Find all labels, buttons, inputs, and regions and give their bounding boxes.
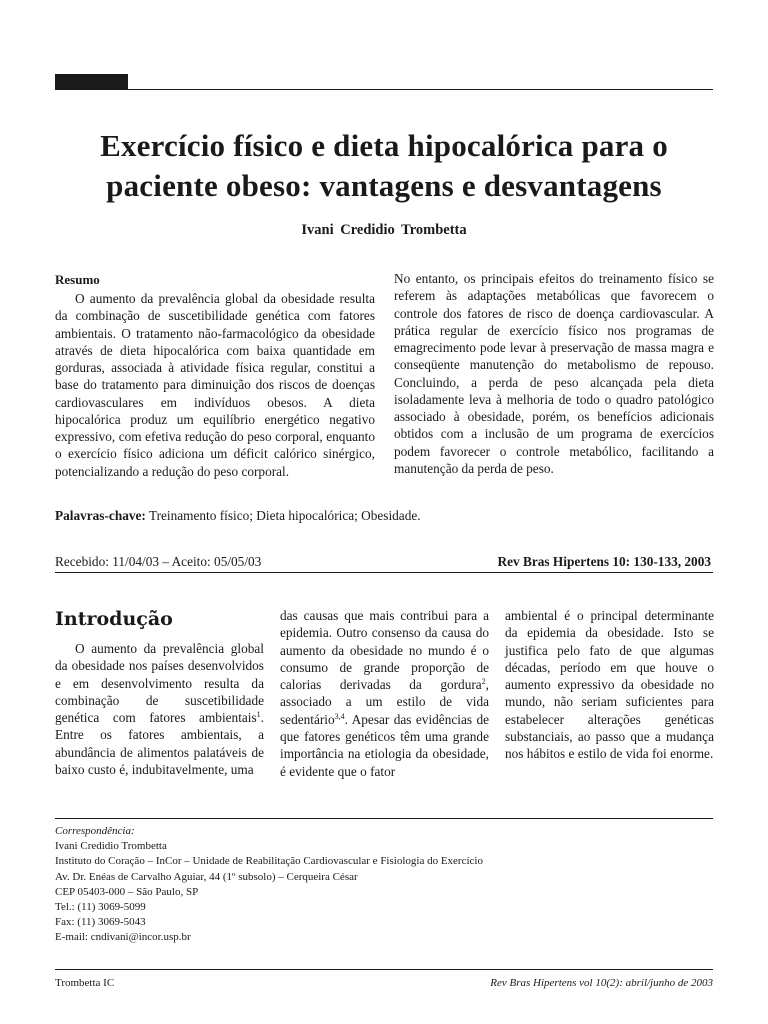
intro-paragraph [280,607,489,780]
correspondence-fax: Fax: (11) 3069-5043 [55,916,146,929]
abstract-right-column [394,270,714,477]
correspondence-institution: Instituto do Coração – InCor – Unidade de Reabilitação Cardiovascular e Fisiologia do Exercício [55,855,483,868]
abstract-left-column [55,290,375,480]
intro-column-2 [280,607,489,780]
abstract-heading: Resumo [55,272,100,287]
intro-text: . Entre os fatores ambientais, a abundância de alimentos palatáveis de baixo custo é, indubitavelmente, uma [55,710,264,778]
footer-journal: Rev Bras Hipertens vol 10(2): abril/junho de 2003 [490,977,713,989]
introduction-heading: Introdução [55,608,173,630]
intro-text: , associado a um estilo de vida sedentário [280,677,489,727]
footer-author: Trombetta IC [55,977,115,989]
abstract-paragraph-1: O aumento da prevalência global da obesidade resulta da combinação de suscetibilidade genética com fatores ambientais. O tratamento não-farmacológico da obesidade através de dieta hipocalórica com baixa quantidade em gorduras, associada à atividade física regular, constitui a base do tratamento para diminuição dos riscos de doenças cardiovasculares em indivíduos obesos. A dieta hipocalórica produz um equilíbrio energético negativo expressivo, com efetiva redução do peso corporal, enquanto o exercício físico adiciona um déficit calórico sinérgico, potencializando a redução do peso corporal. [55,291,375,479]
correspondence-label: Correspondência: [55,825,135,837]
correspondence-tel: Tel.: (11) 3069-5099 [55,901,146,914]
intro-text: . Apesar das evidências de que fatores genéticos têm uma grande importância na etiologia da obesidade, é evidente que o fator [280,711,489,779]
intro-paragraph [55,640,264,778]
reference-1: 1 [256,710,261,720]
correspondence-cep: CEP 05403-000 – São Paulo, SP [55,885,199,898]
reference-3-4: 3,4 [334,711,345,721]
abstract-paragraph-2: No entanto, os principais efeitos do treinamento físico se referem às adaptações metabólicas que favorecem o controle dos fatores de risco de doença cardiovascular. A prática regular de exercício físico nos programas de emagrecimento pode levar à preservação de massa magra e conseqüente manutenção do metabolismo de repouso. Concluindo, a perda de peso alcançada pela dieta isoladamente leva à melhoria de todo o quadro patológico associado à obesidade, porém, os benefícios adicionais obtidos com a inclusão de um programa de exercícios podem favorecer o controle metabólico, facilitando a manutenção da perda de peso. [394,271,714,476]
footer-rule [55,969,713,970]
reference-2: 2 [481,677,486,687]
title-line-2: paciente obeso: vantagens e desvantagens [106,168,662,203]
intro-paragraph: ambiental é o principal determinante da epidemia da obesidade. Isto se justifica pelo fato de que algumas décadas, período em que houve o aumento expressivo da obesidade no mundo, não seriam suficientes para estabelecer alterações genéticas substanciais, ao passo que a mudança nos hábitos e estilo de vida foi enorme. [505,608,714,762]
correspondence-address: Av. Dr. Enéas de Carvalho Aguiar, 44 (1º subsolo) – Cerqueira César [55,870,358,883]
intro-text: das causas que mais contribui para a epidemia. Outro consenso da causa do aumento da obesidade no mundo é o consumo de grande proporção de calorias derivadas da gordura [280,608,489,693]
journal-citation: Rev Bras Hipertens 10: 130-133, 2003 [497,554,711,569]
header-tab-bar [55,74,128,90]
correspondence-email: E-mail: cndivani@incor.usp.br [55,931,191,944]
received-accepted-dates: Recebido: 11/04/03 – Aceito: 05/05/03 [55,554,262,569]
keywords [55,508,421,524]
section-rule [55,572,713,573]
intro-column-3 [505,607,714,763]
header-rule [55,89,713,90]
correspondence-block [55,824,483,946]
article-title [60,126,708,206]
author-name: Ivani Credidio Trombetta [301,222,467,238]
keywords-text: Treinamento físico; Dieta hipocalórica; Obesidade. [148,508,421,523]
correspondence-rule [55,818,713,819]
title-line-1: Exercício físico e dieta hipocalórica para o [100,128,668,163]
correspondence-name: Ivani Credidio Trombetta [55,840,167,853]
intro-text: O aumento da prevalência global da obesidade nos países desenvolvidos e em desenvolvimento resulta da combinação de suscetibilidade genética com fatores ambientais [55,641,264,726]
intro-column-1 [55,640,264,778]
keywords-label: Palavras-chave: [55,508,146,523]
